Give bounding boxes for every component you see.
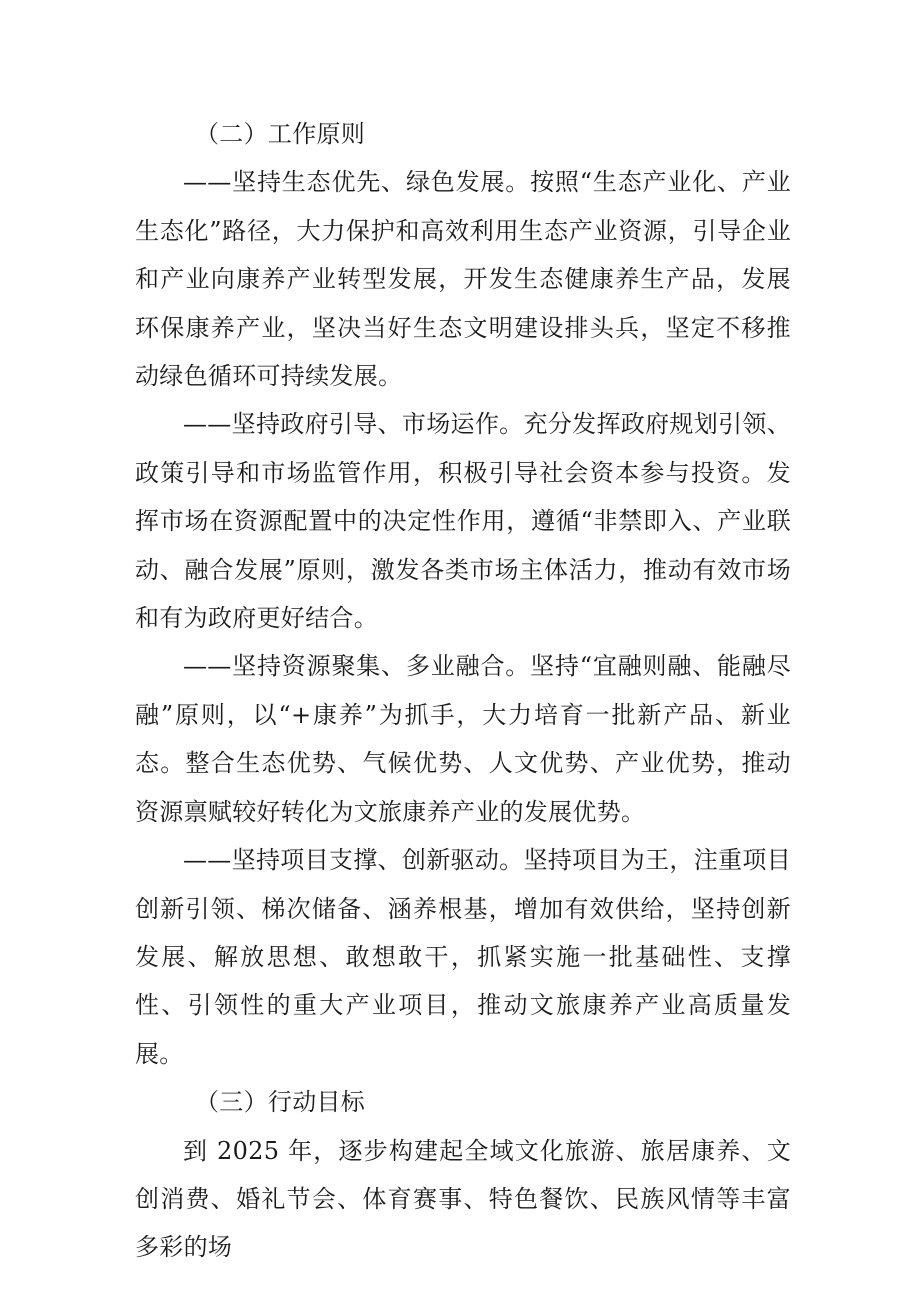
- principle-paragraph: ——坚持资源聚集、多业融合。坚持“宜融则融、能融尽融”原则，以“+康养”为抓手，大力培育一批新产品、新业态。整合生态优势、气候优势、人文优势、产业优势，推动资源禀赋较好转化为文旅康养产业的发展优势。: [135, 652, 791, 826]
- section-heading-work-principles: （二）工作原则: [195, 120, 366, 148]
- goal-paragraph: 到 2025 年，逐步构建起全域文化旅游、旅居康养、文创消费、婚礼节会、体育赛事、特色餐饮、民族风情等丰富多彩的场: [135, 1136, 791, 1262]
- principle-paragraph: ——坚持生态优先、绿色发展。按照“生态产业化、产业生态化”路径，大力保护和高效利用生态产业资源，引导企业和产业向康养产业转型发展，开发生态健康养生产品，发展环保康养产业，坚决当好生态文明建设排头兵，坚定不移推动绿色循环可持续发展。: [135, 168, 791, 391]
- document-body: [135, 110, 791, 1272]
- principle-paragraph: ——坚持项目支撑、创新驱动。坚持项目为王，注重项目创新引领、梯次储备、涵养根基，增加有效供给，坚持创新发展、解放思想、敢想敢干，抓紧实施一批基础性、支撑性、引领性的重大产业项目，推动文旅康养产业高质量发展。: [135, 846, 791, 1068]
- section-heading-action-goals: （三）行动目标: [195, 1088, 366, 1117]
- principle-paragraph: ——坚持政府引导、市场运作。充分发挥政府规划引领、政策引导和市场监管作用，积极引导社会资本参与投资。发挥市场在资源配置中的决定性作用，遵循“非禁即入、产业联动、融合发展”原则，激发各类市场主体活力，推动有效市场和有为政府更好结合。: [135, 410, 791, 633]
